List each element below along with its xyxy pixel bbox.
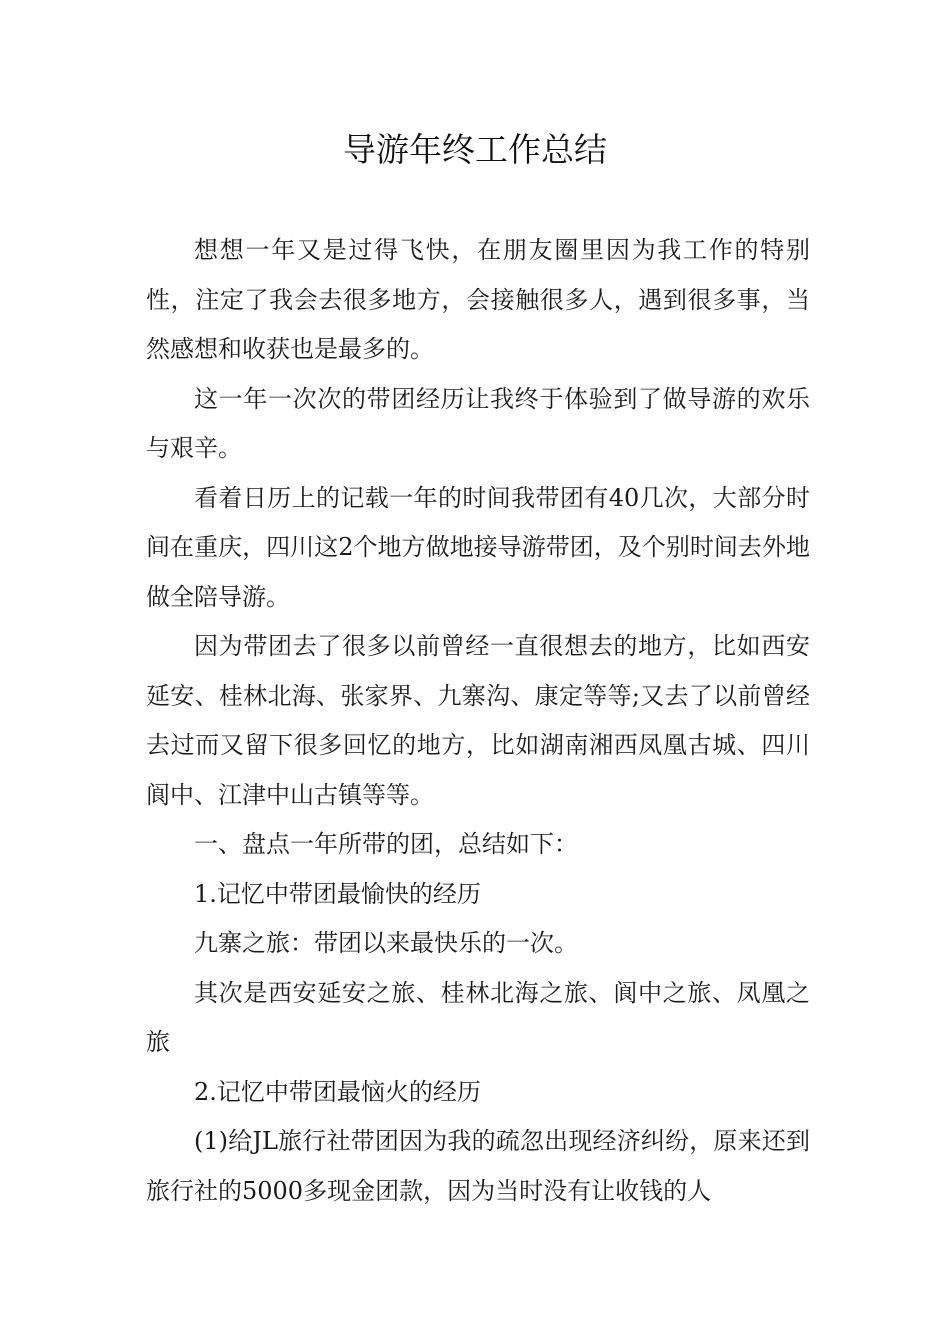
subheading-happiest: 1.记忆中带团最愉快的经历: [194, 879, 481, 908]
paragraph-destinations: 因为带团去了很多以前曾经一直很想去的地方，比如西安延安、桂林北海、张家界、九寨沟、康定等等;又去了以前曾经去过而又留下很多回忆的地方，比如湖南湘西凤凰古城、四川阆中、江津中山古镇等等。: [146, 632, 810, 809]
paragraph-jiuzhai: 九寨之旅：带团以来最快乐的一次。: [194, 929, 578, 957]
section-heading-summary: 一、盘点一年所带的团，总结如下：: [194, 830, 578, 858]
document-title: 导游年终工作总结: [343, 130, 607, 169]
subheading-worst: 2.记忆中带团最恼火的经历: [194, 1077, 481, 1106]
paragraph-experience: 这一年一次次的带团经历让我终于体验到了做导游的欢乐与艰辛。: [146, 384, 810, 462]
paragraph-other-trips: 其次是西安延安之旅、桂林北海之旅、阆中之旅、凤凰之旅: [146, 978, 810, 1056]
document-body: [146, 226, 810, 1216]
paragraph-intro: 想想一年又是过得飞快，在朋友圈里因为我工作的特别性，注定了我会去很多地方，会接触很多人，遇到很多事，当然感想和收获也是最多的。: [146, 236, 810, 363]
paragraph-calendar: 看着日历上的记载一年的时间我带团有40几次，大部分时间在重庆，四川这2个地方做地接导游带团，及个别时间去外地做全陪导游。: [146, 483, 810, 611]
paragraph-dispute: (1)给JL旅行社带团因为我的疏忽出现经济纠纷，原来还到旅行社的5000多现金团款，因为当时没有让收钱的人: [146, 1127, 810, 1205]
